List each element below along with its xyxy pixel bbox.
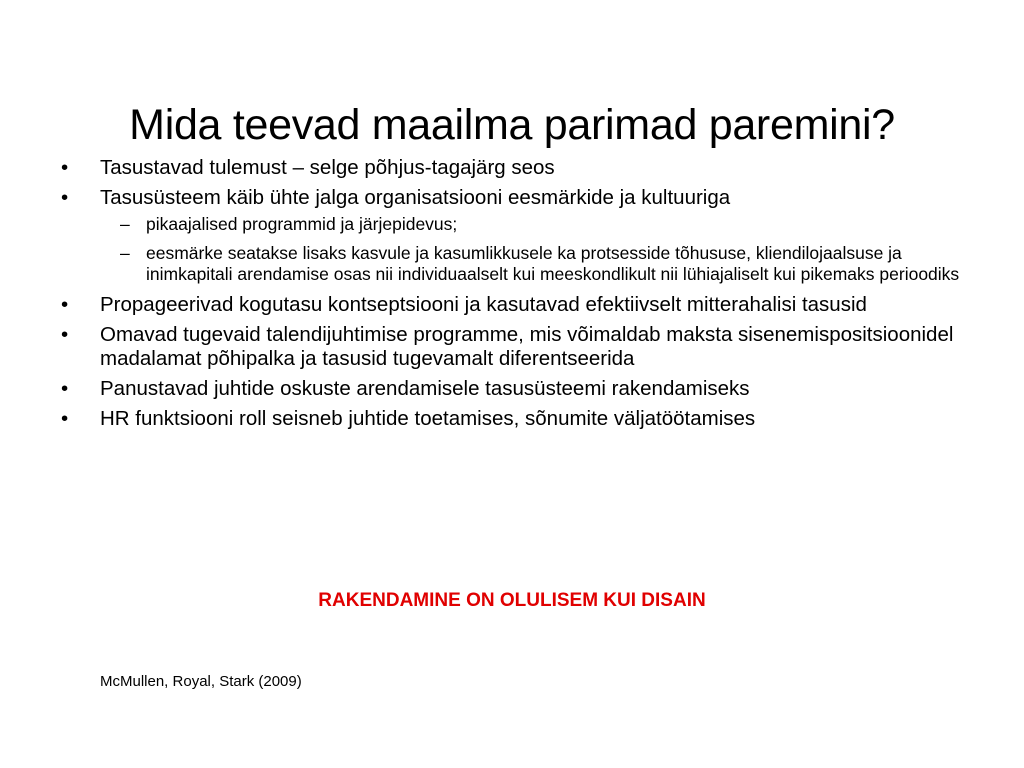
bullet-text: Tasustavad tulemust – selge põhjus-tagajärg seos [100,156,555,179]
bullet-text: HR funktsiooni roll seisneb juhtide toetamises, sõnumite väljatöötamises [100,407,756,430]
bullet-list [60,156,960,437]
bullet-item [60,186,960,285]
bullet-text: Tasusüsteem käib ühte jalga organisatsiooni eesmärkide ja kultuuriga [100,186,731,209]
bullet-marker: • [61,156,69,179]
bullet-marker: • [61,323,69,346]
emphasis-statement: RAKENDAMINE ON OLULISEM KUI DISAIN [318,590,706,611]
sub-bullet-item [60,214,960,235]
bullet-item [60,156,960,180]
bullet-text: Propageerivad kogutasu kontseptsiooni ja kasutavad efektiivselt mitterahalisi tasusid [100,293,867,316]
bullet-marker: • [61,293,69,316]
sub-bullet-text: pikaajalised programmid ja järjepidevus; [146,214,458,234]
sub-bullet-marker: – [120,243,130,263]
sub-bullet-item [60,243,960,285]
bullet-marker: • [61,407,69,430]
sub-bullet-text: eesmärke seatakse lisaks kasvule ja kasumlikkusele ka protsesside tõhususe, kliendilojaalsuse ja inimkapitali arendamise osas nii individuaalselt kui meeskondlikult nii lühiajaliselt kui pikemaks perioodiks [146,243,960,284]
slide-title: Mida teevad maailma parimad paremini? [129,100,895,149]
bullet-item [60,293,960,317]
bullet-text: Omavad tugevaid talendijuhtimise programme, mis võimaldab maksta sisenemispositsioonidel madalamat põhipalka ja tasusid tugevamalt diferentseerida [100,323,954,370]
bullet-text: Panustavad juhtide oskuste arendamisele tasusüsteemi rakendamiseks [100,377,750,400]
bullet-item [60,407,960,431]
citation: McMullen, Royal, Stark (2009) [100,673,302,690]
bullet-marker: • [61,186,69,209]
bullet-marker: • [61,377,69,400]
sub-bullet-list [100,214,960,285]
sub-bullet-marker: – [120,214,130,234]
bullet-item [60,323,960,371]
bullet-item [60,377,960,401]
